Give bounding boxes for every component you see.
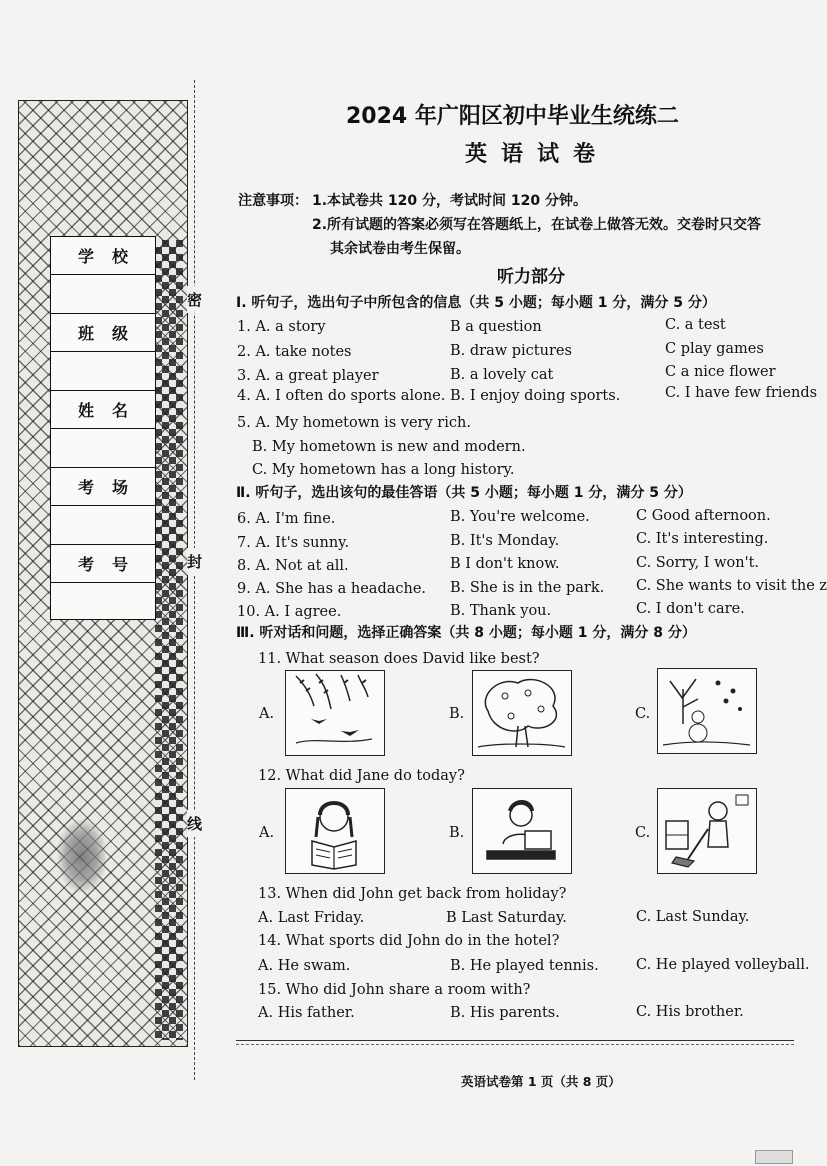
- exam-number-label: 考号: [51, 545, 155, 583]
- seal-char-xian: 线: [187, 810, 202, 837]
- q7-option-b[interactable]: B. It's Monday.: [450, 533, 560, 549]
- q14-option-c[interactable]: C. He played volleyball.: [636, 957, 810, 973]
- q15-stem: 15. Who did John share a room with?: [258, 982, 531, 998]
- bottom-rule: [236, 1040, 794, 1041]
- q9-option-b[interactable]: B. She is in the park.: [450, 580, 605, 596]
- exam-room-label: 考场: [51, 468, 155, 506]
- q13-option-b[interactable]: B Last Saturday.: [446, 910, 567, 926]
- q15-option-a[interactable]: A. His father.: [258, 1005, 355, 1021]
- scanner-watermark: [755, 1150, 793, 1164]
- girl-sweeping-floor-icon[interactable]: [657, 788, 757, 874]
- listening-section-title: 听力部分: [497, 267, 565, 287]
- q12-label-c[interactable]: C.: [635, 825, 651, 841]
- part1-heading: Ⅰ. 听句子，选出句子中所包含的信息（共 5 小题；每小题 1 分，满分 5 分）: [236, 295, 716, 311]
- exam-number-field[interactable]: [51, 583, 155, 621]
- winter-snowman-icon[interactable]: [657, 668, 757, 754]
- diamond-border: [155, 240, 183, 1040]
- q14-option-a[interactable]: A. He swam.: [258, 958, 351, 974]
- q15-option-c[interactable]: C. His brother.: [636, 1004, 744, 1020]
- q1-option-c[interactable]: C. a test: [665, 317, 726, 333]
- q9-option-c[interactable]: C. She wants to visit the z: [636, 578, 827, 594]
- q5-option-b[interactable]: B. My hometown is new and modern.: [252, 439, 526, 455]
- q8-option-b[interactable]: B I don't know.: [450, 556, 560, 572]
- part3-heading: Ⅲ. 听对话和问题，选择正确答案（共 8 小题；每小题 1 分，满分 8 分）: [236, 625, 696, 641]
- class-label: 班级: [51, 314, 155, 352]
- q6-option-c[interactable]: C Good afternoon.: [636, 508, 771, 524]
- q1-option-a[interactable]: 1. A. a story: [237, 319, 326, 335]
- q5-option-c[interactable]: C. My hometown has a long history.: [252, 462, 515, 478]
- school-label: 学校: [51, 237, 155, 275]
- q3-option-b[interactable]: B. a lovely cat: [450, 367, 554, 383]
- seal-char-mi: 密: [187, 286, 202, 313]
- school-field[interactable]: [51, 275, 155, 314]
- q12-label-a[interactable]: A.: [259, 825, 275, 841]
- q8-option-a[interactable]: 8. A. Not at all.: [237, 558, 349, 574]
- q13-option-c[interactable]: C. Last Sunday.: [636, 909, 750, 925]
- part2-heading: Ⅱ. 听句子，选出该句的最佳答语（共 5 小题；每小题 1 分，满分 5 分）: [236, 485, 692, 501]
- q2-option-c[interactable]: C play games: [665, 341, 764, 357]
- q10-option-b[interactable]: B. Thank you.: [450, 603, 552, 619]
- summer-tree-icon[interactable]: [472, 670, 572, 756]
- exam-subtitle: 英语试卷: [465, 142, 610, 167]
- q14-option-b[interactable]: B. He played tennis.: [450, 958, 599, 974]
- exam-title: 2024 年广阳区初中毕业生统练二: [346, 104, 679, 129]
- class-field[interactable]: [51, 352, 155, 391]
- q8-option-c[interactable]: C. Sorry, I won't.: [636, 555, 760, 571]
- q10-option-c[interactable]: C. I don't care.: [636, 601, 745, 617]
- name-field[interactable]: [51, 429, 155, 468]
- notice-line-3: 其余试卷由考生保留。: [330, 241, 470, 257]
- q9-option-a[interactable]: 9. A. She has a headache.: [237, 581, 427, 597]
- q11-label-c[interactable]: C.: [635, 706, 651, 722]
- girl-reading-book-icon[interactable]: [285, 788, 385, 874]
- notice-line-2: 2.所有试题的答案必须写在答题纸上，在试卷上做答无效。交卷时只交答: [312, 217, 762, 233]
- exam-room-field[interactable]: [51, 506, 155, 545]
- q1-option-b[interactable]: B a question: [450, 319, 542, 335]
- seal-char-feng: 封: [187, 548, 202, 575]
- q5-option-a[interactable]: 5. A. My hometown is very rich.: [237, 415, 471, 431]
- q3-option-c[interactable]: C a nice flower: [665, 364, 776, 380]
- q10-option-a[interactable]: 10. A. I agree.: [237, 604, 342, 620]
- q15-option-b[interactable]: B. His parents.: [450, 1005, 560, 1021]
- q11-label-a[interactable]: A.: [259, 706, 275, 722]
- q4-option-b[interactable]: B. I enjoy doing sports.: [450, 388, 621, 404]
- bottom-rule-dashed: [236, 1044, 794, 1045]
- page-footer: 英语试卷第 1 页（共 8 页）: [461, 1074, 621, 1089]
- boy-at-computer-icon[interactable]: [472, 788, 572, 874]
- q12-stem: 12. What did Jane do today?: [258, 768, 465, 784]
- notice-label: 注意事项：: [238, 193, 308, 209]
- ink-smudge: [58, 820, 106, 892]
- q6-option-a[interactable]: 6. A. I'm fine.: [237, 511, 336, 527]
- q2-option-a[interactable]: 2. A. take notes: [237, 344, 352, 360]
- q7-option-a[interactable]: 7. A. It's sunny.: [237, 535, 350, 551]
- q2-option-b[interactable]: B. draw pictures: [450, 343, 572, 359]
- q12-label-b[interactable]: B.: [449, 825, 465, 841]
- notice-line-1: 1.本试卷共 120 分，考试时间 120 分钟。: [312, 193, 588, 209]
- q14-stem: 14. What sports did John do in the hotel?: [258, 933, 560, 949]
- q13-stem: 13. When did John get back from holiday?: [258, 886, 567, 902]
- spring-swallows-willow-icon[interactable]: [285, 670, 385, 756]
- q11-label-b[interactable]: B.: [449, 706, 465, 722]
- q4-option-c[interactable]: C. I have few friends: [665, 385, 818, 401]
- q6-option-b[interactable]: B. You're welcome.: [450, 509, 590, 525]
- q11-stem: 11. What season does David like best?: [258, 651, 540, 667]
- name-label: 姓名: [51, 391, 155, 429]
- q13-option-a[interactable]: A. Last Friday.: [258, 910, 365, 926]
- q4-option-a[interactable]: 4. A. I often do sports alone.: [237, 388, 446, 404]
- q3-option-a[interactable]: 3. A. a great player: [237, 368, 379, 384]
- seal-dashed-line: [194, 80, 195, 1080]
- student-info-box: [50, 236, 156, 620]
- q7-option-c[interactable]: C. It's interesting.: [636, 531, 769, 547]
